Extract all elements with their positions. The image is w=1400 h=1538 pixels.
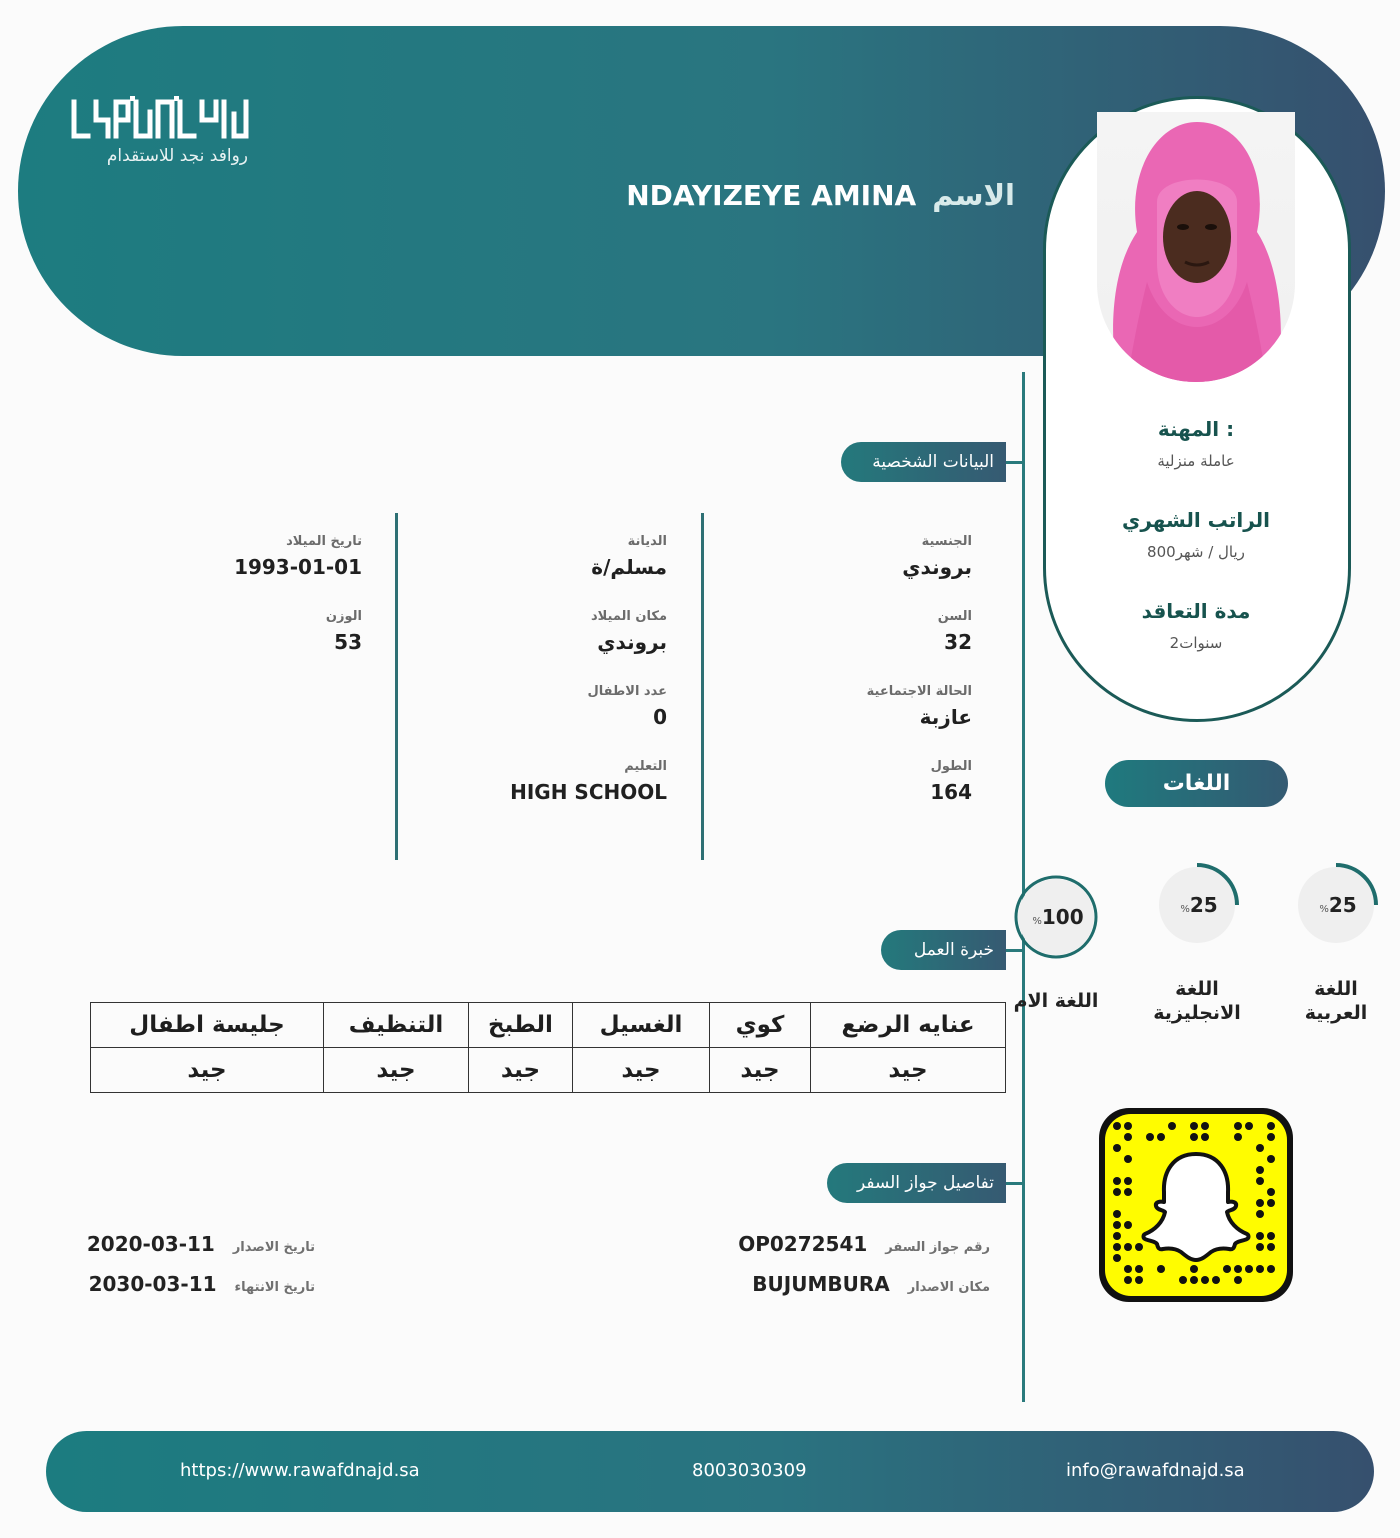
education-label: التعليم bbox=[624, 759, 667, 774]
passport-number-value: OP0272541 bbox=[738, 1232, 868, 1256]
snapcode-dot bbox=[1256, 1144, 1264, 1152]
section-connector bbox=[1006, 1182, 1023, 1185]
snapcode-dot bbox=[1256, 1243, 1264, 1251]
weight-value: 53 bbox=[334, 630, 362, 654]
nationality-value: بروندي bbox=[902, 555, 972, 579]
children-label: عدد الاطفال bbox=[587, 684, 667, 699]
brand-subtitle: روافد نجد للاستقدام bbox=[106, 146, 248, 166]
salary-label: الراتب الشهري bbox=[1122, 508, 1270, 532]
experience-value-row bbox=[91, 1048, 1006, 1093]
brand-logo bbox=[70, 96, 250, 140]
snapcode-dot bbox=[1234, 1265, 1242, 1273]
snapcode-dot bbox=[1124, 1133, 1132, 1141]
section-personal: البيانات الشخصية bbox=[841, 442, 1006, 482]
section-passport: تفاصيل جواز السفر bbox=[827, 1163, 1006, 1203]
snapcode-dot bbox=[1124, 1221, 1132, 1229]
language-name-line: اللغة الام bbox=[1013, 990, 1099, 1012]
experience-header-row bbox=[91, 1003, 1006, 1048]
profession-label: المهنة : bbox=[1157, 417, 1235, 441]
children-value: 0 bbox=[653, 705, 667, 729]
issue-date-label: تاريخ الاصدار bbox=[232, 1240, 315, 1255]
snapcode-dot bbox=[1256, 1265, 1264, 1273]
candidate-photo bbox=[1097, 112, 1295, 382]
snapcode-dot bbox=[1267, 1188, 1275, 1196]
mother-tongue-level bbox=[1014, 875, 1098, 964]
experience-value-cell: جيد bbox=[573, 1048, 710, 1093]
snapcode-dot bbox=[1212, 1276, 1220, 1284]
snapcode-dot bbox=[1245, 1122, 1253, 1130]
snapcode-dot bbox=[1201, 1276, 1209, 1284]
arabic-language-label bbox=[1286, 977, 1386, 1025]
weight-label: الوزن bbox=[325, 609, 362, 624]
column-divider bbox=[395, 513, 398, 860]
snapcode-dot bbox=[1113, 1221, 1121, 1229]
snapcode-dot bbox=[1124, 1155, 1132, 1163]
issue-place-value: BUJUMBURA bbox=[752, 1272, 890, 1296]
language-name-line: اللغة bbox=[1314, 978, 1358, 1000]
birthplace-value: بروندي bbox=[597, 630, 667, 654]
personal-column-2 bbox=[425, 534, 667, 804]
experience-header-cell: جليسة اطفال bbox=[91, 1003, 324, 1048]
issue-place-label: مكان الاصدار bbox=[907, 1280, 990, 1295]
snapcode-dot bbox=[1190, 1133, 1198, 1141]
section-connector bbox=[1006, 461, 1023, 464]
snapcode-dot bbox=[1113, 1243, 1121, 1251]
snapcode-dot bbox=[1179, 1276, 1187, 1284]
snapcode-dot bbox=[1201, 1133, 1209, 1141]
snapcode-dot bbox=[1157, 1265, 1165, 1273]
languages-heading: اللغات bbox=[1105, 760, 1288, 807]
experience-table bbox=[90, 1002, 1006, 1093]
experience-value-cell: جيد bbox=[469, 1048, 573, 1093]
experience-value-cell: جيد bbox=[710, 1048, 811, 1093]
age-label: السن bbox=[937, 609, 972, 624]
snapcode-dot bbox=[1113, 1177, 1121, 1185]
snapcode-dot bbox=[1124, 1276, 1132, 1284]
snapchat-ghost-icon[interactable] bbox=[1097, 1106, 1295, 1304]
snapcode-dot bbox=[1267, 1199, 1275, 1207]
snapcode-dot bbox=[1190, 1276, 1198, 1284]
religion-label: الديانة bbox=[627, 534, 667, 549]
experience-header-cell: الطبخ bbox=[469, 1003, 573, 1048]
snapcode-dot bbox=[1267, 1232, 1275, 1240]
snapcode-dot bbox=[1124, 1243, 1132, 1251]
experience-header-cell: عنايه الرضع bbox=[811, 1003, 1006, 1048]
language-name-line: اللغة bbox=[1175, 978, 1219, 1000]
experience-header-cell: التنظيف bbox=[324, 1003, 469, 1048]
snapcode-dot bbox=[1267, 1243, 1275, 1251]
snapcode-dot bbox=[1234, 1276, 1242, 1284]
birthplace-label: مكان الميلاد bbox=[590, 609, 667, 624]
expiry-date-label: تاريخ الانتهاء bbox=[234, 1280, 315, 1295]
snapcode-dot bbox=[1124, 1265, 1132, 1273]
passport-number-label: رقم جواز السفر bbox=[885, 1240, 990, 1255]
language-name-line: العربية bbox=[1304, 1002, 1368, 1024]
snapcode-dot bbox=[1113, 1210, 1121, 1218]
snapcode-dot bbox=[1124, 1122, 1132, 1130]
snapcode-dot bbox=[1267, 1133, 1275, 1141]
contract-value: 2سنوات bbox=[1169, 634, 1223, 652]
expiry-date-value: 2030-03-11 bbox=[88, 1272, 217, 1296]
column-divider bbox=[701, 513, 704, 860]
marital-label: الحالة الاجتماعية bbox=[866, 684, 972, 699]
snapcode-dot bbox=[1256, 1166, 1264, 1174]
experience-value-cell: جيد bbox=[324, 1048, 469, 1093]
english-level bbox=[1155, 863, 1239, 952]
education-value: HIGH SCHOOL bbox=[510, 780, 667, 804]
language-name-line: الانجليزية bbox=[1153, 1002, 1241, 1024]
passport-issue-date-row bbox=[40, 1232, 315, 1256]
nationality-label: الجنسية bbox=[921, 534, 972, 549]
snapcode-dot bbox=[1267, 1265, 1275, 1273]
snapcode-dot bbox=[1234, 1122, 1242, 1130]
snapcode-dot bbox=[1245, 1265, 1253, 1273]
passport-expiry-date-row bbox=[40, 1272, 315, 1296]
snapcode-dot bbox=[1113, 1144, 1121, 1152]
passport-issue-place-row bbox=[700, 1272, 990, 1296]
name-label: الاسم bbox=[932, 178, 1015, 212]
snapcode-dot bbox=[1168, 1122, 1176, 1130]
snapcode-dot bbox=[1223, 1265, 1231, 1273]
mother-tongue-label bbox=[1006, 989, 1106, 1013]
snapcode-dot bbox=[1190, 1122, 1198, 1130]
english-level-value: 25 bbox=[1189, 893, 1218, 917]
experience-header-cell: الغسيل bbox=[573, 1003, 710, 1048]
snapcode-dot bbox=[1135, 1243, 1143, 1251]
percent-unit: % bbox=[1180, 904, 1190, 915]
snapcode-dot bbox=[1113, 1188, 1121, 1196]
percent-unit: % bbox=[1319, 904, 1329, 915]
phone-number[interactable]: 8003030309 bbox=[692, 1460, 807, 1481]
dob-label: تاريخ الميلاد bbox=[286, 534, 362, 549]
snapcode-dot bbox=[1267, 1122, 1275, 1130]
candidate-name-row bbox=[626, 178, 1015, 212]
section-experience: خبرة العمل bbox=[881, 930, 1006, 970]
english-language-label bbox=[1137, 977, 1257, 1025]
email-link[interactable]: info@rawafdnajd.sa bbox=[1066, 1460, 1245, 1481]
snapcode-dot bbox=[1267, 1155, 1275, 1163]
snapcode-dot bbox=[1113, 1232, 1121, 1240]
religion-value: مسلم/ة bbox=[591, 555, 667, 579]
passport-number-row bbox=[700, 1232, 990, 1256]
dob-value: 1993-01-01 bbox=[234, 555, 362, 579]
candidate-name: NDAYIZEYE AMINA bbox=[626, 179, 917, 212]
height-label: الطول bbox=[930, 759, 972, 774]
snapcode-dot bbox=[1256, 1210, 1264, 1218]
mother-tongue-level-value: 100 bbox=[1041, 905, 1084, 929]
profession-value: عاملة منزلية bbox=[1157, 452, 1235, 470]
experience-value-cell: جيد bbox=[811, 1048, 1006, 1093]
arabic-level-value: 25 bbox=[1328, 893, 1357, 917]
personal-column-1 bbox=[730, 534, 972, 804]
snapcode-dot bbox=[1256, 1232, 1264, 1240]
snapcode-dot bbox=[1157, 1133, 1165, 1141]
age-value: 32 bbox=[944, 630, 972, 654]
contract-label: مدة التعاقد bbox=[1141, 599, 1251, 623]
snapcode-dot bbox=[1146, 1133, 1154, 1141]
experience-header-cell: كوي bbox=[710, 1003, 811, 1048]
snapcode-dot bbox=[1124, 1188, 1132, 1196]
snapcode-dot bbox=[1113, 1122, 1121, 1130]
snapcode-dot bbox=[1256, 1199, 1264, 1207]
percent-unit: % bbox=[1032, 916, 1042, 927]
snapcode-dot bbox=[1201, 1122, 1209, 1130]
experience-value-cell: جيد bbox=[91, 1048, 324, 1093]
snapcode-dot bbox=[1113, 1254, 1121, 1262]
marital-value: عازبة bbox=[919, 705, 972, 729]
snapcode-dot bbox=[1135, 1265, 1143, 1273]
snapcode-dot bbox=[1256, 1177, 1264, 1185]
salary-value: 800ريال / شهر bbox=[1147, 543, 1245, 561]
height-value: 164 bbox=[930, 780, 972, 804]
website-link[interactable]: https://www.rawafdnajd.sa bbox=[180, 1460, 420, 1481]
personal-column-3 bbox=[120, 534, 362, 654]
issue-date-value: 2020-03-11 bbox=[86, 1232, 215, 1256]
snapcode-dot bbox=[1135, 1276, 1143, 1284]
snapcode-dot bbox=[1124, 1177, 1132, 1185]
snapcode-dot bbox=[1234, 1133, 1242, 1141]
snapcode-dot bbox=[1190, 1265, 1198, 1273]
arabic-level bbox=[1294, 863, 1378, 952]
